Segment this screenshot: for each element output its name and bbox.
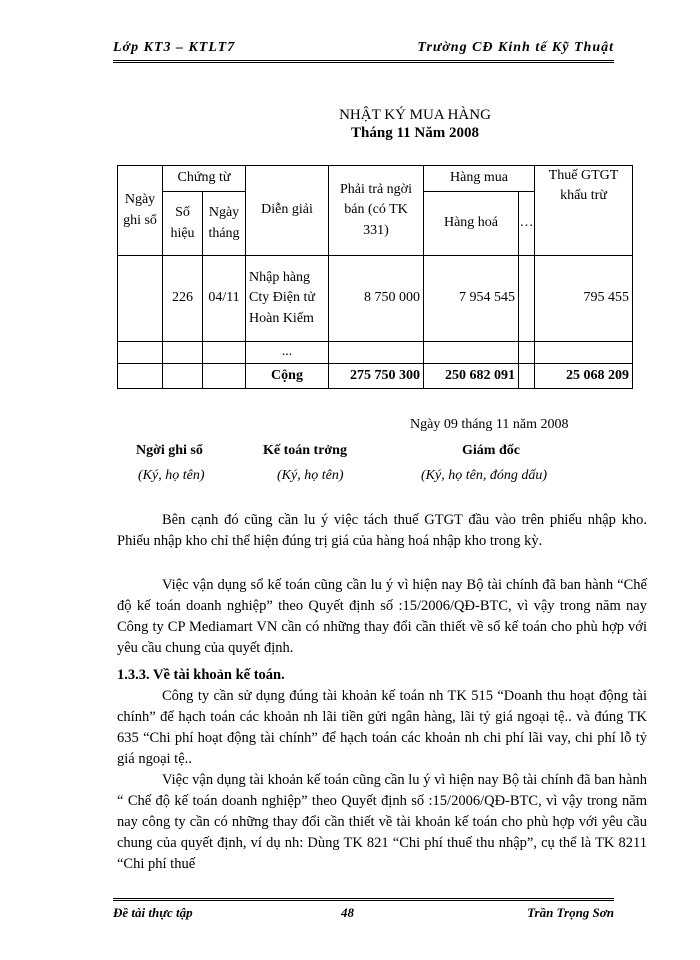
paragraph: Việc vận dụng sổ kế toán cũng cần lu ý vì hiện nay Bộ tài chính đã ban hành “Chế độ kế toán doanh nghiệp” theo Quyết định số :15/2006/QĐ-BTC, vì vậy trong năm nay Công ty CP Mediamart VN cần có những thay đổi cần thiết về sổ kế toán cho phù hợp với yêu cầu chung của quyết định. xyxy=(117,577,647,656)
table-total-row xyxy=(118,364,633,389)
page-header xyxy=(113,40,614,63)
purchase-journal-table xyxy=(117,165,633,389)
cell-ngay-thang: 04/11 xyxy=(203,256,246,342)
header-thue-gtgt: Thuế GTGT khấu trừ xyxy=(535,166,633,256)
signature-note: (Ký, họ tên) xyxy=(138,468,205,483)
header-hang-hoa: Hàng hoá xyxy=(424,192,519,256)
cell-ngay xyxy=(118,256,163,342)
signature-note: (Ký, họ tên) xyxy=(277,468,344,483)
page-footer xyxy=(113,898,614,924)
total-hang-hoa: 250 682 091 xyxy=(424,364,519,389)
header-ngay-ghi-so: Ngày ghi sổ xyxy=(118,166,163,256)
paragraph: Bên cạnh đó cũng cần lu ý việc tách thuế GTGT đầu vào trên phiếu nhập kho. Phiếu nhập kho chỉ thể hiện đúng trị giá của hàng hoá nhập kho trong kỳ. xyxy=(117,512,647,549)
cell-dien-giai: ... xyxy=(246,342,329,364)
header-hang-mua: Hàng mua xyxy=(424,166,535,192)
paragraph: Công ty cần sử dụng đúng tài khoản kế toán nh TK 515 “Doanh thu hoạt động tài chính” để hạch toán các khoản nh lãi tiền gửi ngân hàng, lãi tỷ giá ngoại tệ.. và đúng TK 635 “Chi phí hoạt động tài chính” để hạch toán các khoản nh chi phí lãi vay, chi phí lỗ tỷ giá ngoại tệ.. xyxy=(117,688,647,767)
cell-thue: 795 455 xyxy=(535,256,633,342)
signature-role: Giám đốc xyxy=(462,443,520,458)
header-so-hieu: Số hiệu xyxy=(163,192,203,256)
signature-note: (Ký, họ tên, đóng dấu) xyxy=(421,468,547,483)
signature-role: Ngời ghi sổ xyxy=(136,443,203,458)
header-phai-tra: Phải trả ngời bán (có TK 331) xyxy=(329,166,424,256)
footer-topic: Đề tài thực tập xyxy=(113,905,193,920)
header-ellipsis: … xyxy=(519,192,535,256)
page-number: 48 xyxy=(341,905,354,920)
section-heading: 1.3.3. Về tài khoản kế toán. xyxy=(117,667,285,683)
header-class: Lớp KT3 – KTLT7 xyxy=(113,40,236,55)
header-ngay-thang: Ngày tháng xyxy=(203,192,246,256)
signature-role: Kế toán trởng xyxy=(263,443,347,458)
total-label: Cộng xyxy=(246,364,329,389)
cell-dien-giai: Nhập hàng Cty Điện tử Hoàn Kiếm xyxy=(246,256,329,342)
header-dien-giai: Diễn giải xyxy=(246,166,329,256)
table-row xyxy=(118,256,633,342)
header-school: Trường CĐ Kinh tế Kỹ Thuật xyxy=(417,40,614,55)
footer-author: Trần Trọng Sơn xyxy=(527,905,614,920)
cell-hang-hoa: 7 954 545 xyxy=(424,256,519,342)
date-line: Ngày 09 tháng 11 năm 2008 xyxy=(410,417,569,432)
paragraph: Việc vận dụng tài khoản kế toán cũng cần lu ý vì hiện nay Bộ tài chính đã ban hành “ Chế độ kế toán doanh nghiệp” theo Quyết định số :15/2006/QĐ-BTC, vì vậy trong năm nay công ty cần có những thay đổi cần thiết về tài khoản kế toán cho phù hợp với yêu cầu chung của quyết định, ví dụ nh: Dùng TK 821 “Chi phí thuế thu nhập”, cụ thể là TK 8211 “Chi phí thuế xyxy=(117,772,647,872)
total-phai-tra: 275 750 300 xyxy=(329,364,424,389)
cell-ellipsis xyxy=(519,256,535,342)
cell-so-hieu: 226 xyxy=(163,256,203,342)
cell-phai-tra: 8 750 000 xyxy=(329,256,424,342)
journal-subtitle: Tháng 11 Năm 2008 xyxy=(351,125,479,141)
table-row xyxy=(118,342,633,364)
journal-title: NHẬT KÝ MUA HÀNG xyxy=(339,107,491,123)
header-chung-tu: Chứng từ xyxy=(163,166,246,192)
total-thue: 25 068 209 xyxy=(535,364,633,389)
